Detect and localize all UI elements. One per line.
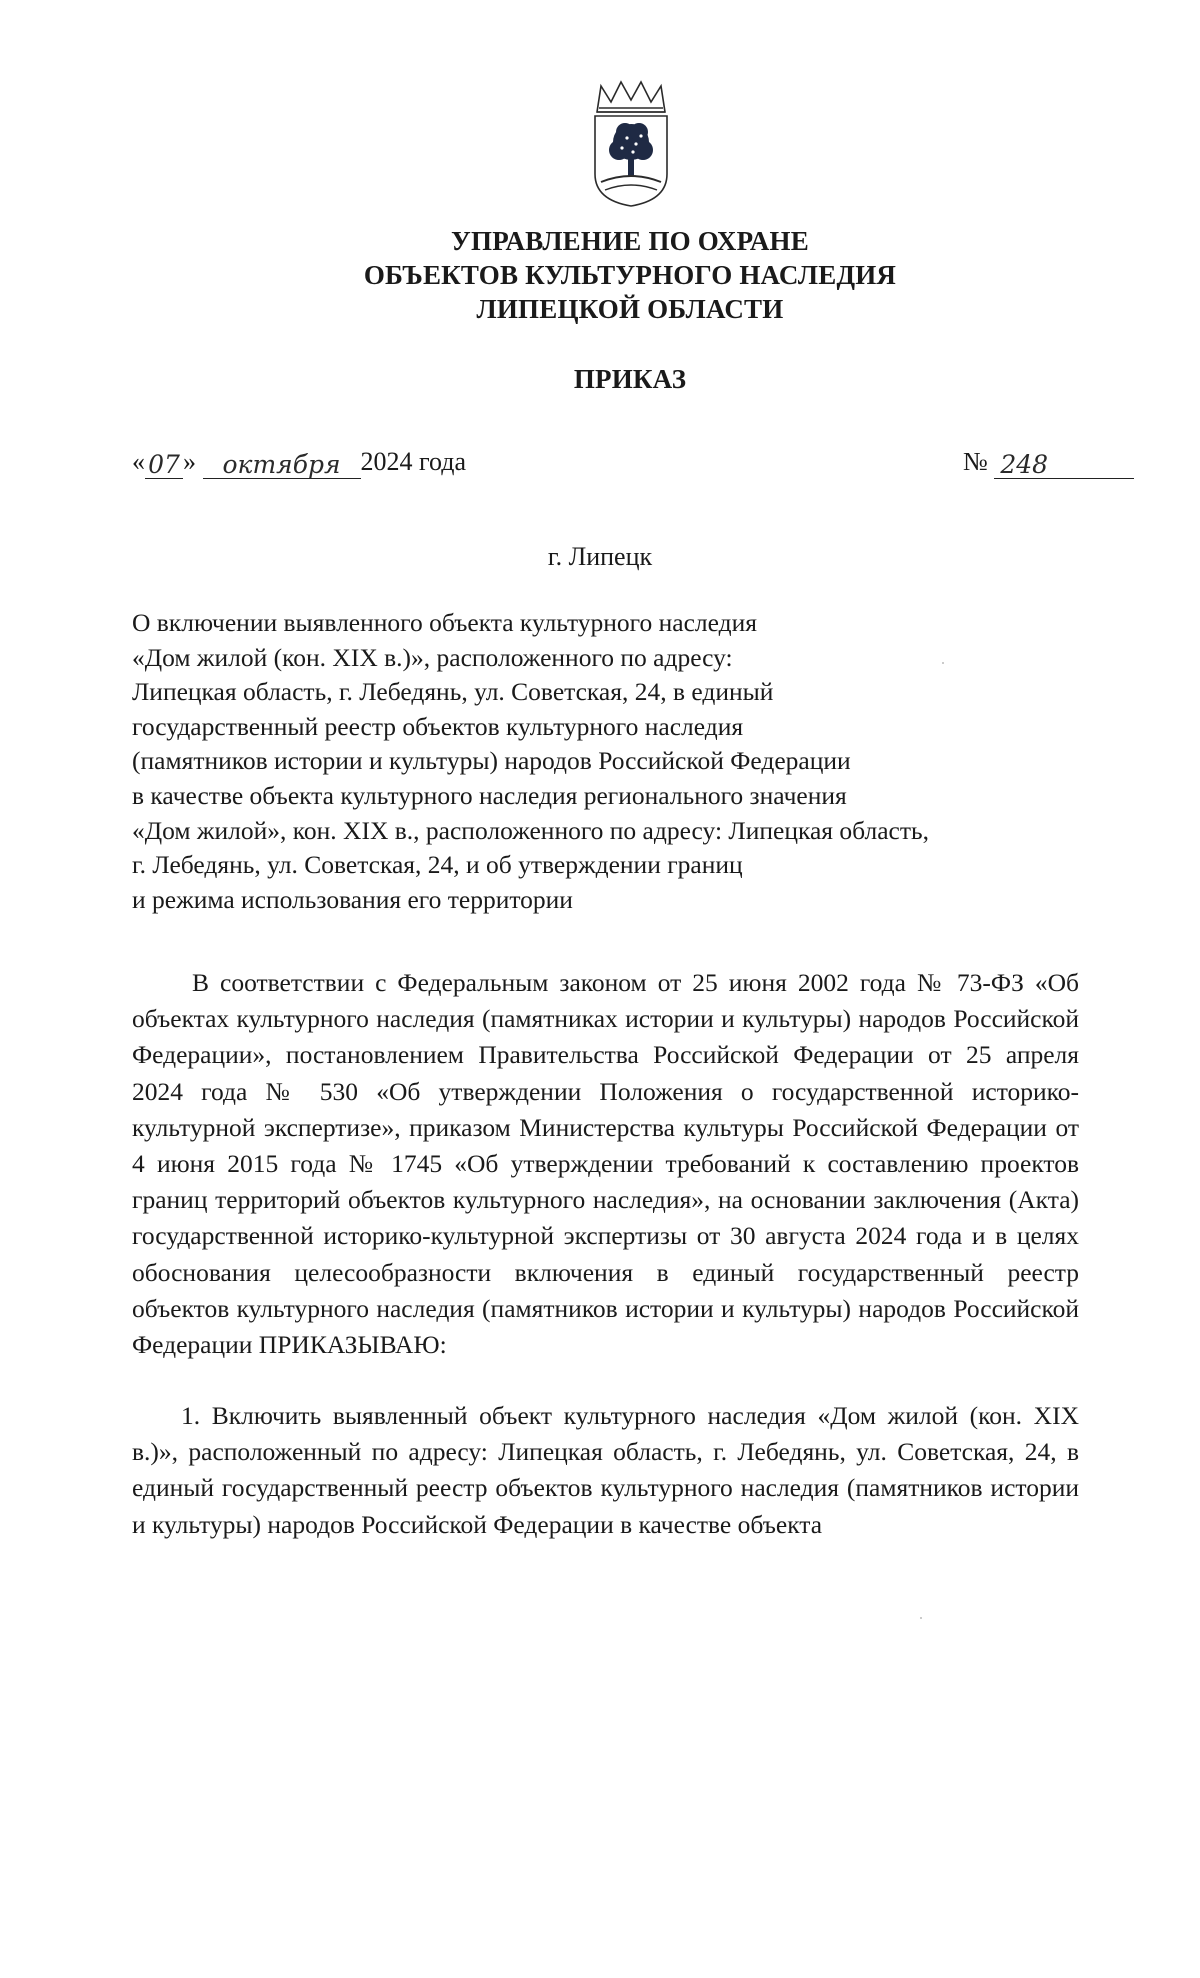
- date-open-quote: «: [132, 447, 145, 476]
- date-year: 2024 года: [360, 447, 467, 476]
- subject-line: государственный реестр объектов культурного наследия: [132, 711, 744, 741]
- date-close-quote: »: [183, 447, 196, 476]
- document-type-title: ПРИКАЗ: [573, 364, 687, 394]
- organization-line-1: УПРАВЛЕНИЕ ПО ОХРАНЕ: [451, 226, 809, 256]
- subject-line: (памятников истории и культуры) народов Российской Федерации: [132, 746, 851, 776]
- subject-line: Липецкая область, г. Лебедянь, ул. Советская, 24, в единый: [132, 677, 774, 707]
- coat-of-arms-icon: [589, 78, 673, 208]
- organization-line-2: ОБЪЕКТОВ КУЛЬТУРНОГО НАСЛЕДИЯ: [363, 260, 897, 290]
- scan-speck: [920, 1617, 922, 1619]
- date-day-handwritten: 07: [148, 450, 180, 479]
- order-number: [963, 445, 1134, 479]
- subject-line: и режима использования его территории: [132, 884, 573, 914]
- subject-line: г. Лебедянь, ул. Советская, 24, и об утверждении границ: [132, 850, 743, 880]
- date-month-handwritten: октября: [222, 450, 341, 479]
- subject-line: «Дом жилой», кон. XIX в., расположенного по адресу: Липецкая область,: [132, 815, 929, 845]
- order-item-1-paragraph: 1. Включить выявленный объект культурного наследия «Дом жилой (кон. XIX в.)», расположенный по адресу: Липецкая область, г. Лебедянь, ул. Советская, 24, в единый государственный реестр объектов культурного наследия (памятников истории и культуры) народов Российской Федерации в качестве объекта: [132, 1401, 1079, 1539]
- order-subject: [132, 606, 1032, 917]
- city-line: г. Липецк: [547, 542, 653, 571]
- subject-line: О включении выявленного объекта культурного наследия: [132, 608, 757, 637]
- organization-line-3: ЛИПЕЦКОЙ ОБЛАСТИ: [476, 294, 784, 324]
- number-label: №: [963, 447, 988, 476]
- subject-line: «Дом жилой (кон. XIX в.)», расположенного по адресу:: [132, 642, 733, 672]
- preamble-paragraph: В соответствии с Федеральным законом от 25 июня 2002 года № 73-ФЗ «Об объектах культурного наследия (памятниках истории и культуры) народов Российской Федерации», постановлением Правительства Российской Федерации от 25 апреля 2024 года № 530 «Об утверждении Положения о государственной историко-культурной экспертизе», приказом Министерства культуры Российской Федерации от 4 июня 2015 года № 1745 «Об утверждении требований к составлению проектов границ территорий объектов культурного наследия», на основании заключения (Акта) государственной историко-культурной экспертизы от 30 августа 2024 года и в целях обоснования целесообразности включения в единый государственный реестр объектов культурного наследия (памятников истории и культуры) народов Российской Федерации ПРИКАЗЫВАЮ:: [132, 968, 1079, 1360]
- subject-line: в качестве объекта культурного наследия регионального значения: [132, 780, 847, 810]
- number-handwritten: 248: [1000, 450, 1049, 479]
- scan-speck: [942, 662, 944, 664]
- order-date: [132, 445, 466, 479]
- organization-header: [200, 224, 1060, 326]
